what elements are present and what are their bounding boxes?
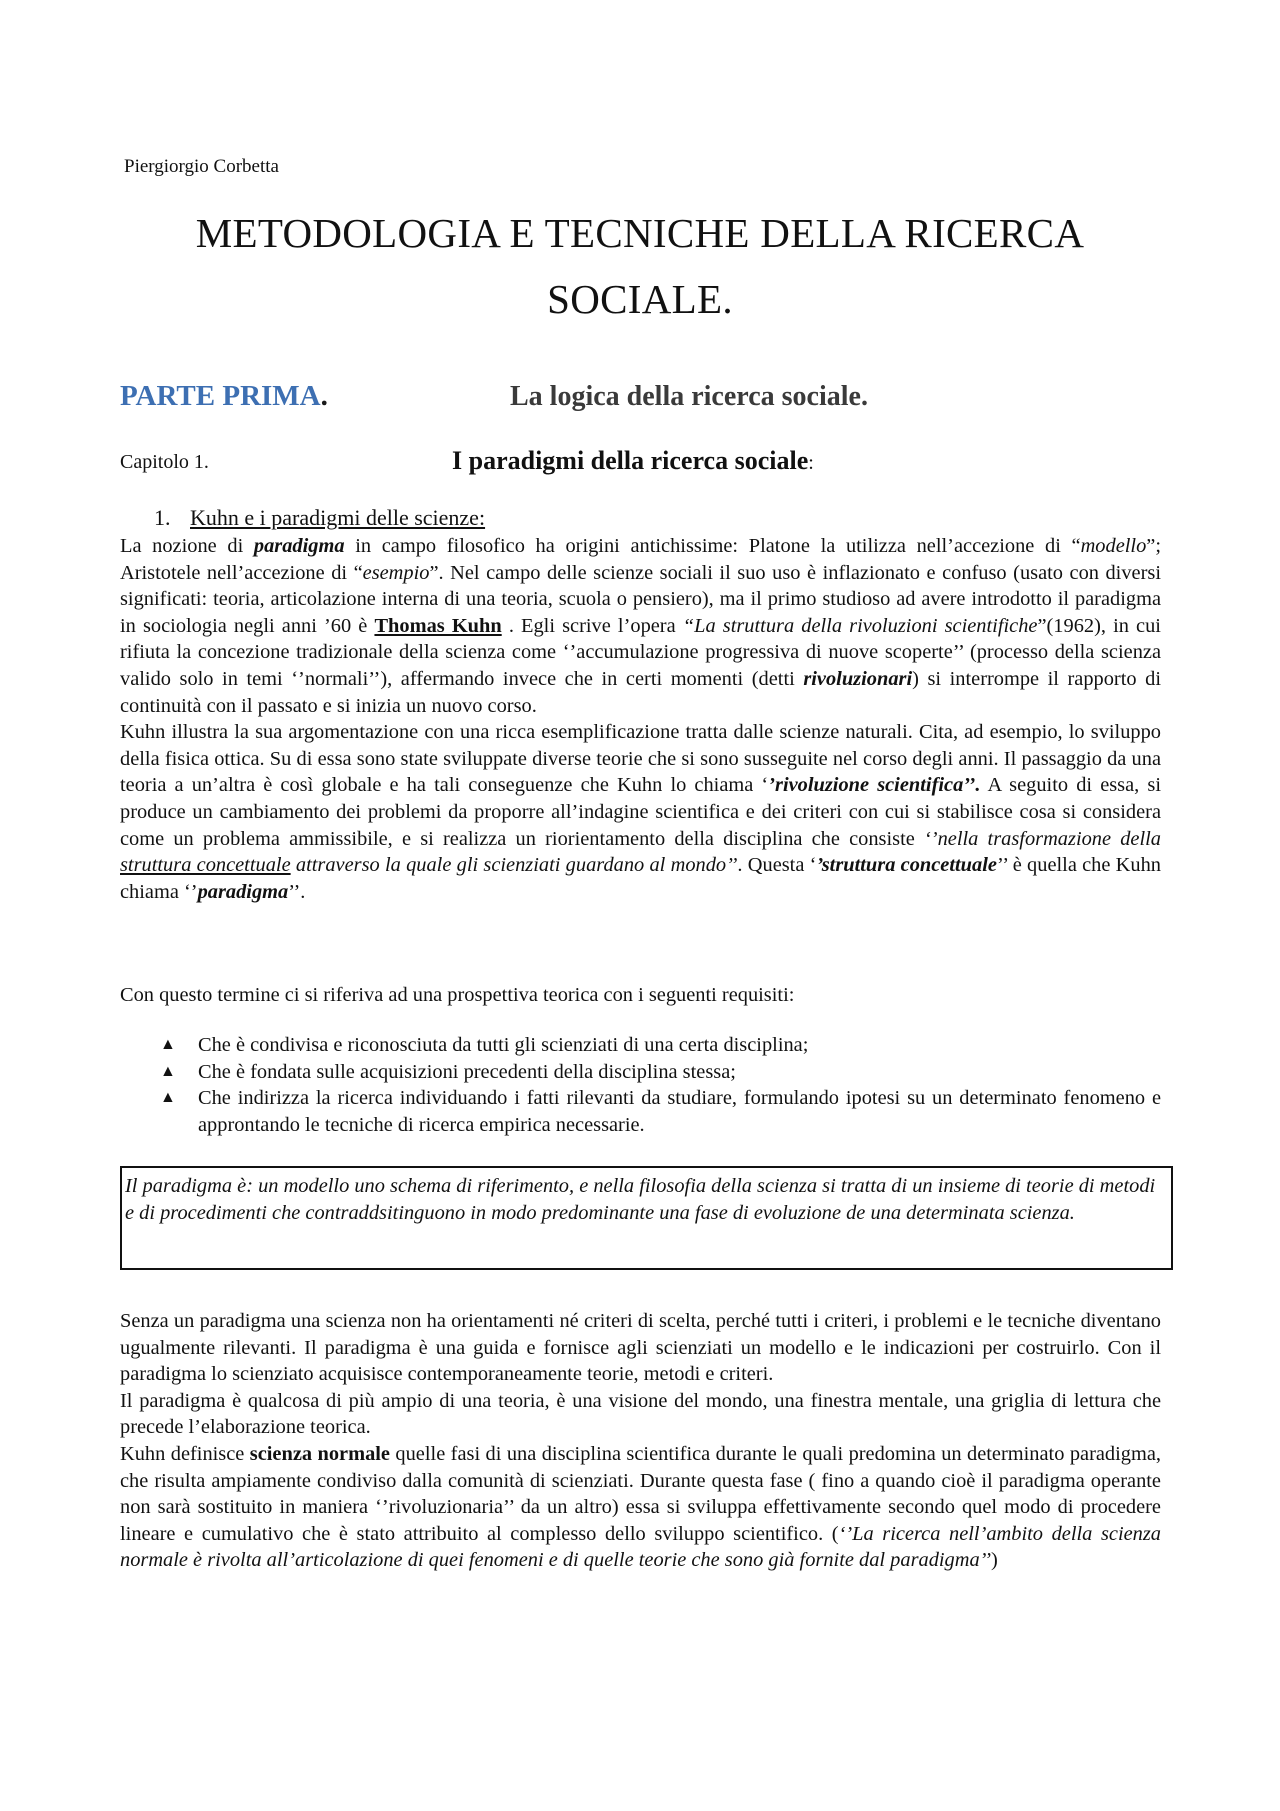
list-item: [160, 1059, 1161, 1086]
text-run: ”. Nel campo delle scienze sociali il suo uso è inflazionato e confuso (usato con diversi significati: teoria, articolazione interna di una teoria, scuola o pensiero), ma il primo studioso ad avere introdotto il paradigma in sociologia negli anni ’60 è: [120, 561, 1161, 637]
text-run: Kuhn illustra la sua argomentazione con una ricca esemplificazione tratta dalle scienze naturali. Cita, ad esempio, lo sviluppo della fisica ottica. Su di essa sono state sviluppate diverse teorie che si sono susseguite nel corso degli anni. Il passaggio da una teoria a un’altra è così globale e ha tali conseguenze che Kuhn lo chiama ‘: [120, 721, 1161, 797]
body-block-2: [120, 1308, 1161, 1574]
section-heading: [154, 505, 485, 531]
paragraph-kuhn-argument: [120, 719, 1161, 905]
list-item: [160, 1032, 1161, 1059]
title-line-2: SOCIALE.: [547, 276, 733, 322]
chapter-title-colon: :: [808, 452, 814, 474]
text-run: ”; Aristotele nell’accezione di “: [120, 535, 1161, 584]
text-run: ’’.: [288, 880, 306, 903]
section-number: 1.: [154, 505, 171, 530]
paragraph-without-paradigm: Senza un paradigma una scienza non ha orientamenti né criteri di scelta, perché tutti i criteri, i problemi e le tecniche diventano ugualmente rilevanti. Il paradigma è una guida e fornisce agli scienziati un modello e le indicazioni per costruirlo. Con il paradigma lo scienziato acquisisce contemporaneamente teorie, metodi e criteri.: [120, 1310, 1161, 1386]
chapter-title-text: I paradigmi della ricerca sociale: [452, 446, 809, 475]
text-run: . Egli scrive l’opera: [501, 614, 683, 637]
section-title: Kuhn e i paradigmi delle scienze:: [190, 505, 486, 530]
term-paradigma: paradigma: [197, 880, 289, 903]
chapter-title: [452, 446, 814, 476]
author-kuhn: Thomas Kuhn: [374, 614, 502, 637]
chapter-label: Capitolo 1.: [120, 451, 209, 473]
quote-run: ‘’nella trasformazione della: [924, 827, 1162, 850]
text-run: in campo filosofico ha origini antichissime: Platone la utilizza nell’accezione di “: [344, 535, 1081, 557]
text-run: A seguito di essa, si produce un cambiamento dei problemi da proporre all’indagine scientifica e dei criteri con cui si stabilisce cosa si considera come un problema ammissibile, e si realizza un riorientamento della disciplina che consiste: [120, 774, 1161, 850]
requisites-intro: Con questo termine ci si riferiva ad una prospettiva teorica con i seguenti requisiti:: [120, 984, 795, 1006]
triangle-bullet-icon: ▲: [160, 1062, 176, 1080]
text-run: La nozione di: [120, 535, 254, 557]
term-struttura-concettuale-bold: ’struttura concettuale: [816, 854, 997, 877]
part-label: PARTE PRIMA: [120, 380, 321, 412]
definition-box: Il paradigma è: un modello uno schema di riferimento, e nella filosofia della scienza si tratta di un insieme di teorie di metodi e di procedimenti che contraddsitinguono in modo predominante una fase di evoluzione de una determinata scienza.: [120, 1166, 1173, 1270]
text-run: ) si interrompe il rapporto di continuità con il passato e si inizia un nuovo corso.: [120, 667, 1161, 717]
term-struttura-concettuale: struttura concettuale: [120, 854, 291, 877]
term-esempio: esempio: [362, 561, 430, 584]
term-paradigma: paradigma: [253, 535, 345, 557]
list-item-text: Che è condivisa e riconosciuta da tutti gli scienziati di una certa disciplina;: [198, 1034, 809, 1056]
text-run: Kuhn definisce: [120, 1442, 250, 1465]
title-line-1: METODOLOGIA E TECNICHE DELLA RICERCA: [195, 210, 1085, 256]
term-rivoluzione-scientifica: ’rivoluzione scientifica’’.: [768, 774, 981, 797]
paragraph-paradigm-origin: [120, 533, 1161, 719]
author-name: Piergiorgio Corbetta: [124, 156, 279, 177]
list-item: [160, 1085, 1161, 1138]
text-run: . Questa ‘: [737, 854, 817, 877]
text-run: quelle fasi di una disciplina scientifica durante le quali predomina un determinato paradigma, che risulta ampiamente condiviso dalla comunità di scienziati. Durante questa fase ( fino a quando cioè il paradigma operante non sarà sostituito in maniera ‘’rivoluzionaria’’ da un altro) essa si sviluppa effettivamente secondo quel modo di procedere lineare e cumulativo che è stato attribuito al complesso dello sviluppo scientifico. (: [120, 1442, 1161, 1545]
term-modello: modello: [1080, 535, 1147, 557]
list-item-text: Che indirizza la ricerca individuando i fatti rilevanti da studiare, formulando ipotesi su un determinato fenomeno e approntando le tecniche di ricerca empirica necessarie.: [198, 1087, 1161, 1136]
text-run: ”(1962), in cui rifiuta la concezione tradizionale della scienza come ‘’accumulazione progressiva di nuove scoperte’’ (processo della scienza valido solo in temi ‘’normali’’), affermando invece che in certi momenti (detti: [120, 614, 1161, 690]
list-item-text: Che è fondata sulle acquisizioni precedenti della disciplina stessa;: [198, 1060, 736, 1083]
body-block-1: [120, 533, 1161, 905]
triangle-bullet-icon: ▲: [160, 1089, 176, 1107]
term-rivoluzionari: rivoluzionari: [803, 667, 913, 690]
requisites-list: [160, 1032, 1161, 1138]
text-run: ): [991, 1549, 998, 1572]
quote-run: attraverso la quale gli scienziati guardano al mondo’’: [290, 854, 738, 877]
part-title: La logica della ricerca sociale.: [510, 381, 868, 412]
triangle-bullet-icon: ▲: [160, 1036, 176, 1053]
paragraph-normal-science: [120, 1441, 1161, 1574]
part-heading: [120, 380, 328, 413]
paragraph-paradigm-vision: Il paradigma è qualcosa di più ampio di una teoria, è una visione del mondo, una finestra mentale, una griglia di lettura che precede l’elaborazione teorica.: [120, 1389, 1161, 1439]
part-dot: .: [320, 380, 328, 412]
text-run: ’’ è quella che Kuhn chiama ‘’: [120, 854, 1161, 903]
book-title: “La struttura della rivoluzioni scientifiche: [682, 614, 1038, 637]
document-title: [0, 200, 1280, 332]
quote-run: ‘’La ricerca nell’ambito della scienza normale è rivolta all’articolazione di quei fenomeni e di quelle teorie che sono già fornite dal paradigma’’: [120, 1522, 1161, 1572]
term-scienza-normale: scienza normale: [249, 1442, 390, 1465]
